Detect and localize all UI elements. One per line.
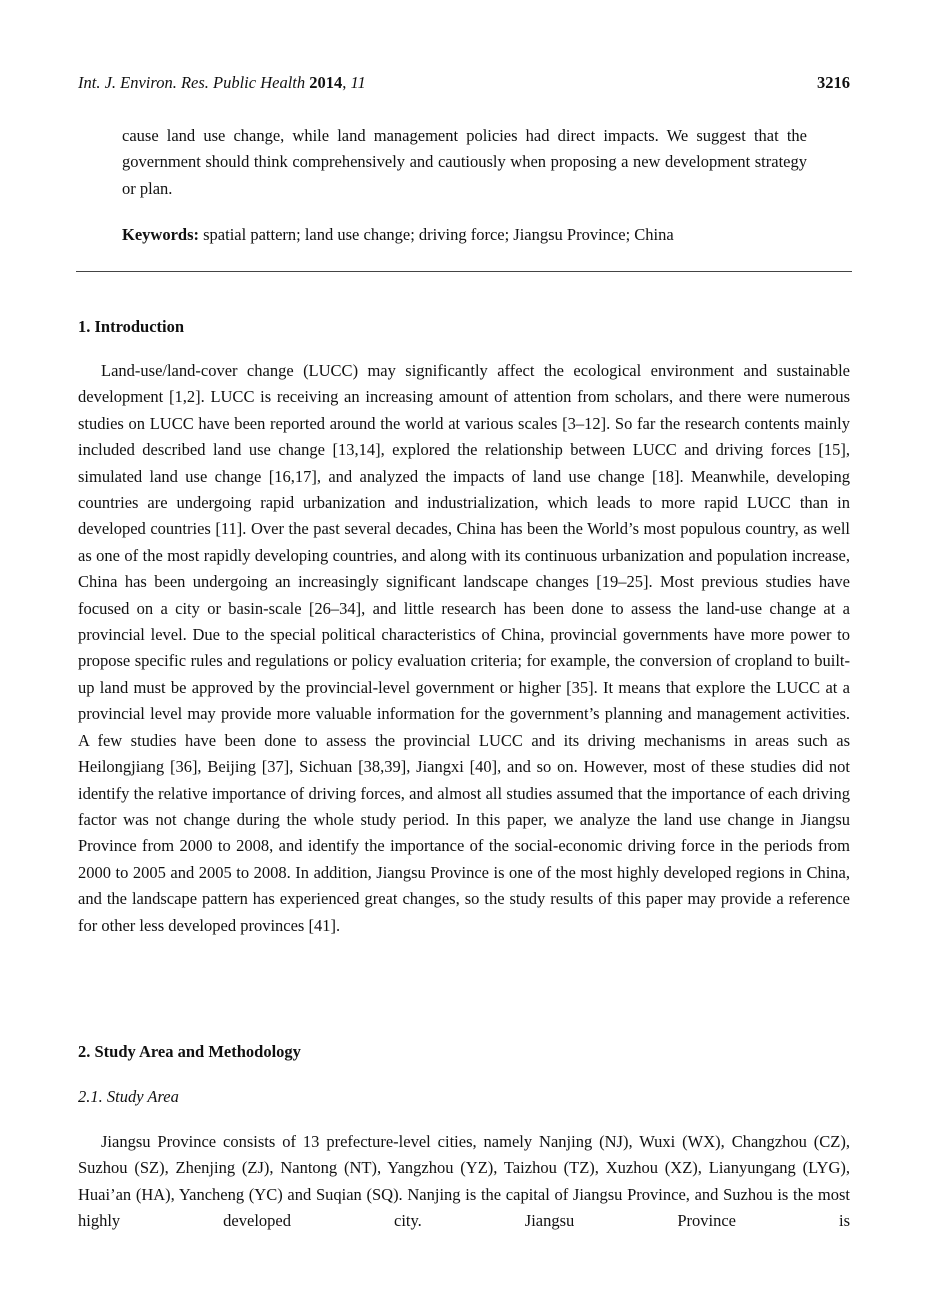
journal-name: Int. J. Environ. Res. Public Health — [78, 73, 306, 92]
introduction-body — [78, 358, 850, 939]
subheading-study-area: 2.1. Study Area — [78, 1087, 179, 1106]
keywords-label: Keywords: — [122, 225, 199, 244]
section-divider — [76, 271, 852, 272]
study-area-body — [78, 1129, 850, 1235]
citation-separator: , — [342, 73, 351, 92]
running-header — [78, 72, 850, 94]
journal-citation — [78, 72, 366, 94]
heading-introduction: 1. Introduction — [78, 317, 185, 336]
page-number: 3216 — [817, 73, 850, 92]
introduction-paragraph: Land-use/land-cover change (LUCC) may significantly affect the ecological environment and sustainable development [1,2]. LUCC is receiving an increasing amount of attention from scholars, and there were numerous studies on LUCC have been reported around the world at various scales [3–12]. So far the research contents mainly included described land use change [13,14], explored the relationship between LUCC and driving forces [15], simulated land use change [16,17], and analyzed the impacts of land use change [18]. Meanwhile, developing countries are undergoing rapid urbanization and industrialization, which leads to more rapid LUCC than in developed countries [11]. Over the past several decades, China has been the World’s most populous country, as well as one of the most rapidly developing countries, and along with its continuous urbanization and population increase, China has been undergoing an increasingly significant landscape changes [19–25]. Most previous studies have focused on a city or basin-scale [26–34], and little research has been done to assess the land-use change at a provincial level. Due to the special political characteristics of China, provincial governments have more power to propose specific rules and regulations or policy evaluation criteria; for example, the conversion of cropland to built-up land must be approved by the provincial-level government or higher [35]. It means that explore the LUCC at a provincial level may provide more valuable information for the government’s planning and management activities. A few studies have been done to assess the provincial LUCC and its driving mechanisms in areas such as Heilongjiang [36], Beijing [37], Sichuan [38,39], Jiangxi [40], and so on. However, most of these studies did not identify the relative importance of driving forces, and almost all studies assumed that the importance of each driving factor was not change during the whole study period. In this paper, we analyze the land use change in Jiangsu Province from 2000 to 2008, and identify the importance of the social-economic driving force in the periods from 2000 to 2005 and 2005 to 2008. In addition, Jiangsu Province is one of the most highly developed regions in China, and the landscape pattern has experienced great changes, so the study results of this paper may provide a reference for other less developed provinces [41]. — [78, 361, 850, 935]
journal-volume: 11 — [350, 73, 366, 92]
keywords-text: spatial pattern; land use change; driving force; Jiangsu Province; China — [199, 225, 674, 244]
abstract-text: cause land use change, while land management policies had direct impacts. We suggest that the government should think comprehensively and cautiously when proposing a new development strategy or plan. — [122, 126, 807, 198]
abstract-continuation — [122, 123, 807, 202]
heading-study-area-methodology: 2. Study Area and Methodology — [78, 1042, 301, 1061]
keywords — [122, 222, 674, 248]
study-area-paragraph: Jiangsu Province consists of 13 prefecture-level cities, namely Nanjing (NJ), Wuxi (WX), Changzhou (CZ), Suzhou (SZ), Zhenjing (ZJ), Nantong (NT), Yangzhou (YZ), Taizhou (TZ), Xuzhou (XZ), Lianyungang (LYG), Huai’an (HA), Yancheng (YC) and Suqian (SQ). Nanjing is the capital of Jiangsu Province, and Suzhou is the most highly developed city. Jiangsu Province is — [78, 1132, 850, 1231]
journal-year: 2014 — [309, 73, 343, 92]
